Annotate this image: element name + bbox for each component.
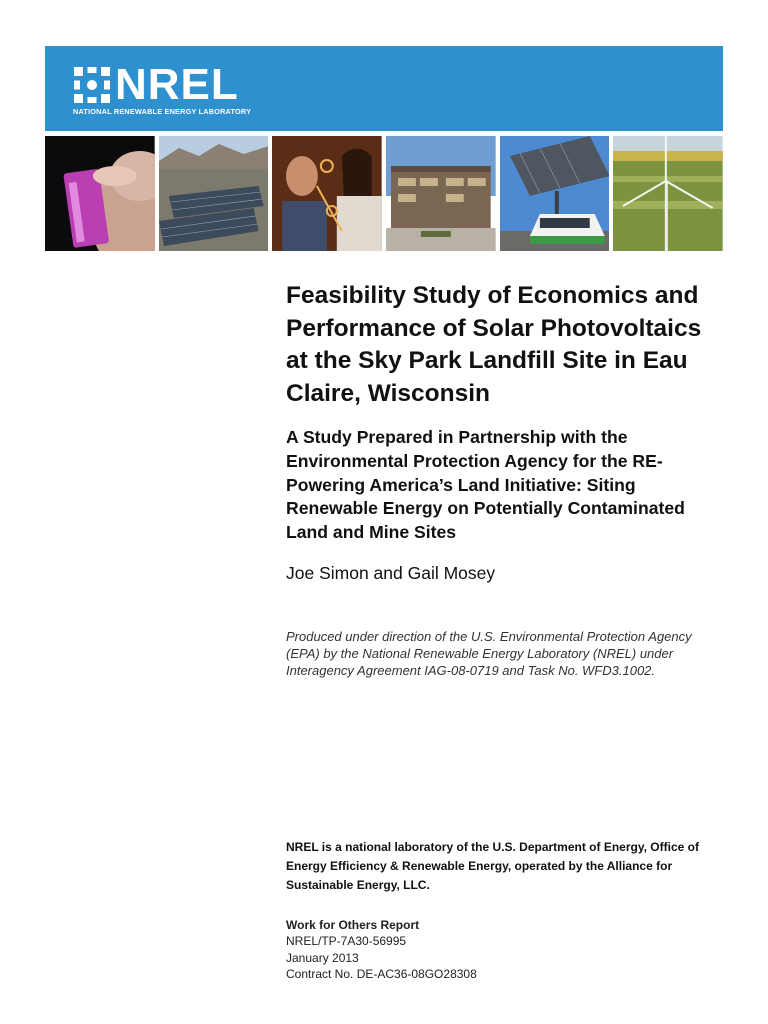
report-date: January 2013 (286, 950, 359, 965)
report-number: NREL/TP-7A30-56995 (286, 934, 407, 949)
nrel-statement: NREL is a national laboratory of the U.S. Department of Energy, Office of Energy Efficiency & Renewable Energy, operated by the Alliance for Sustainable Energy, LLC. (286, 840, 699, 892)
title-block (286, 280, 726, 679)
photo-vial-in-hand (45, 136, 155, 251)
photo-strip (45, 136, 723, 251)
photo-wind-turbine (613, 136, 723, 251)
photo-researchers (272, 136, 382, 251)
produced-under-statement: Produced under direction of the U.S. Environmental Protection Agency (EPA) by the National Renewable Energy Laboratory (NREL) under Interagency Agreement IAG-08-0719 and Task No. WFD3.1002. (286, 628, 692, 678)
contract-number: Contract No. DE-AC36-08GO28308 (286, 966, 477, 981)
report-info (286, 917, 706, 982)
logo-subtitle: NATIONAL RENEWABLE ENERGY LABORATORY (73, 107, 252, 116)
photo-building (386, 136, 496, 251)
header-banner (45, 46, 723, 131)
document-title: Feasibility Study of Economics and Performance of Solar Photovoltaics at the Sky Park Landfill Site in Eau Claire, Wisconsin (286, 282, 702, 407)
document-subtitle: A Study Prepared in Partnership with the Environmental Protection Agency for the RE-Powering America’s Land Initiative: Siting Renewable Energy on Potentially Contaminated Land and Mine Sites (286, 427, 685, 543)
nrel-logo (73, 60, 252, 116)
nrel-logo-icon (73, 66, 111, 104)
photo-solar-field-mountains (159, 136, 269, 251)
logo-wordmark: NREL (115, 60, 239, 109)
report-type: Work for Others Report (286, 918, 420, 932)
photo-solar-tracker-car (500, 136, 610, 251)
authors: Joe Simon and Gail Mosey (286, 562, 496, 583)
